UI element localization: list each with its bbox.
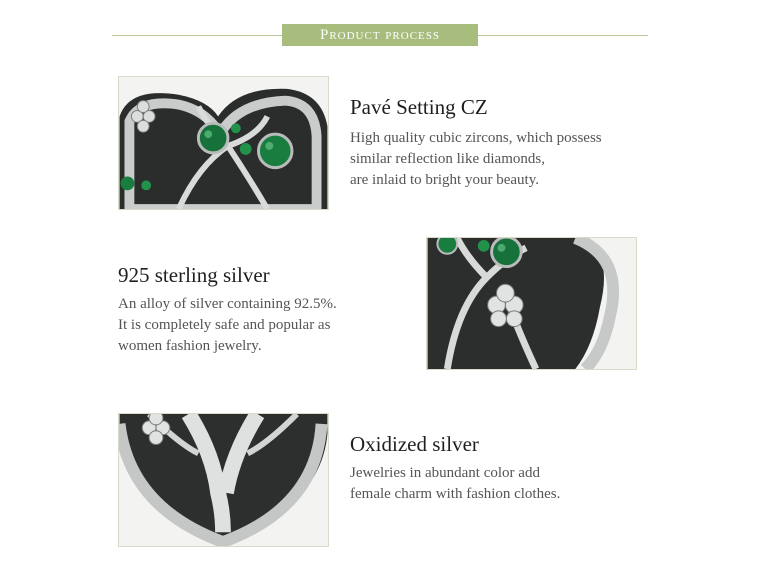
heart-charm-closeup-2 [427, 238, 636, 369]
feature-desc-pave [350, 128, 602, 191]
feature-desc-oxidized [350, 463, 560, 505]
feature-title-oxidized: Oxidized silver [350, 432, 479, 456]
feature-title-sterling: 925 sterling silver [118, 263, 270, 287]
feature-desc-line: female charm with fashion clothes. [350, 486, 561, 502]
header-divider-right [478, 35, 648, 36]
photo-pave-setting [118, 76, 329, 210]
feature-title-pave: Pavé Setting CZ [350, 95, 488, 119]
feature-desc-sterling [118, 294, 337, 357]
section-title-badge: Product process [282, 24, 478, 46]
feature-desc-line: similar reflection like diamonds, [350, 151, 545, 167]
feature-desc-line: High quality cubic zircons, which possess [350, 130, 602, 146]
feature-desc-line: An alloy of silver containing 92.5%. [118, 296, 337, 312]
header-divider-left [112, 35, 282, 36]
feature-desc-line: are inlaid to bright your beauty. [350, 172, 539, 188]
heart-charm-closeup-1 [119, 77, 328, 209]
photo-oxidized-silver [118, 413, 329, 547]
photo-sterling-silver [426, 237, 637, 370]
heart-charm-closeup-3 [119, 414, 328, 546]
feature-desc-line: It is completely safe and popular as [118, 317, 331, 333]
feature-desc-line: Jewelries in abundant color add [350, 465, 540, 481]
feature-desc-line: women fashion jewelry. [118, 338, 262, 354]
